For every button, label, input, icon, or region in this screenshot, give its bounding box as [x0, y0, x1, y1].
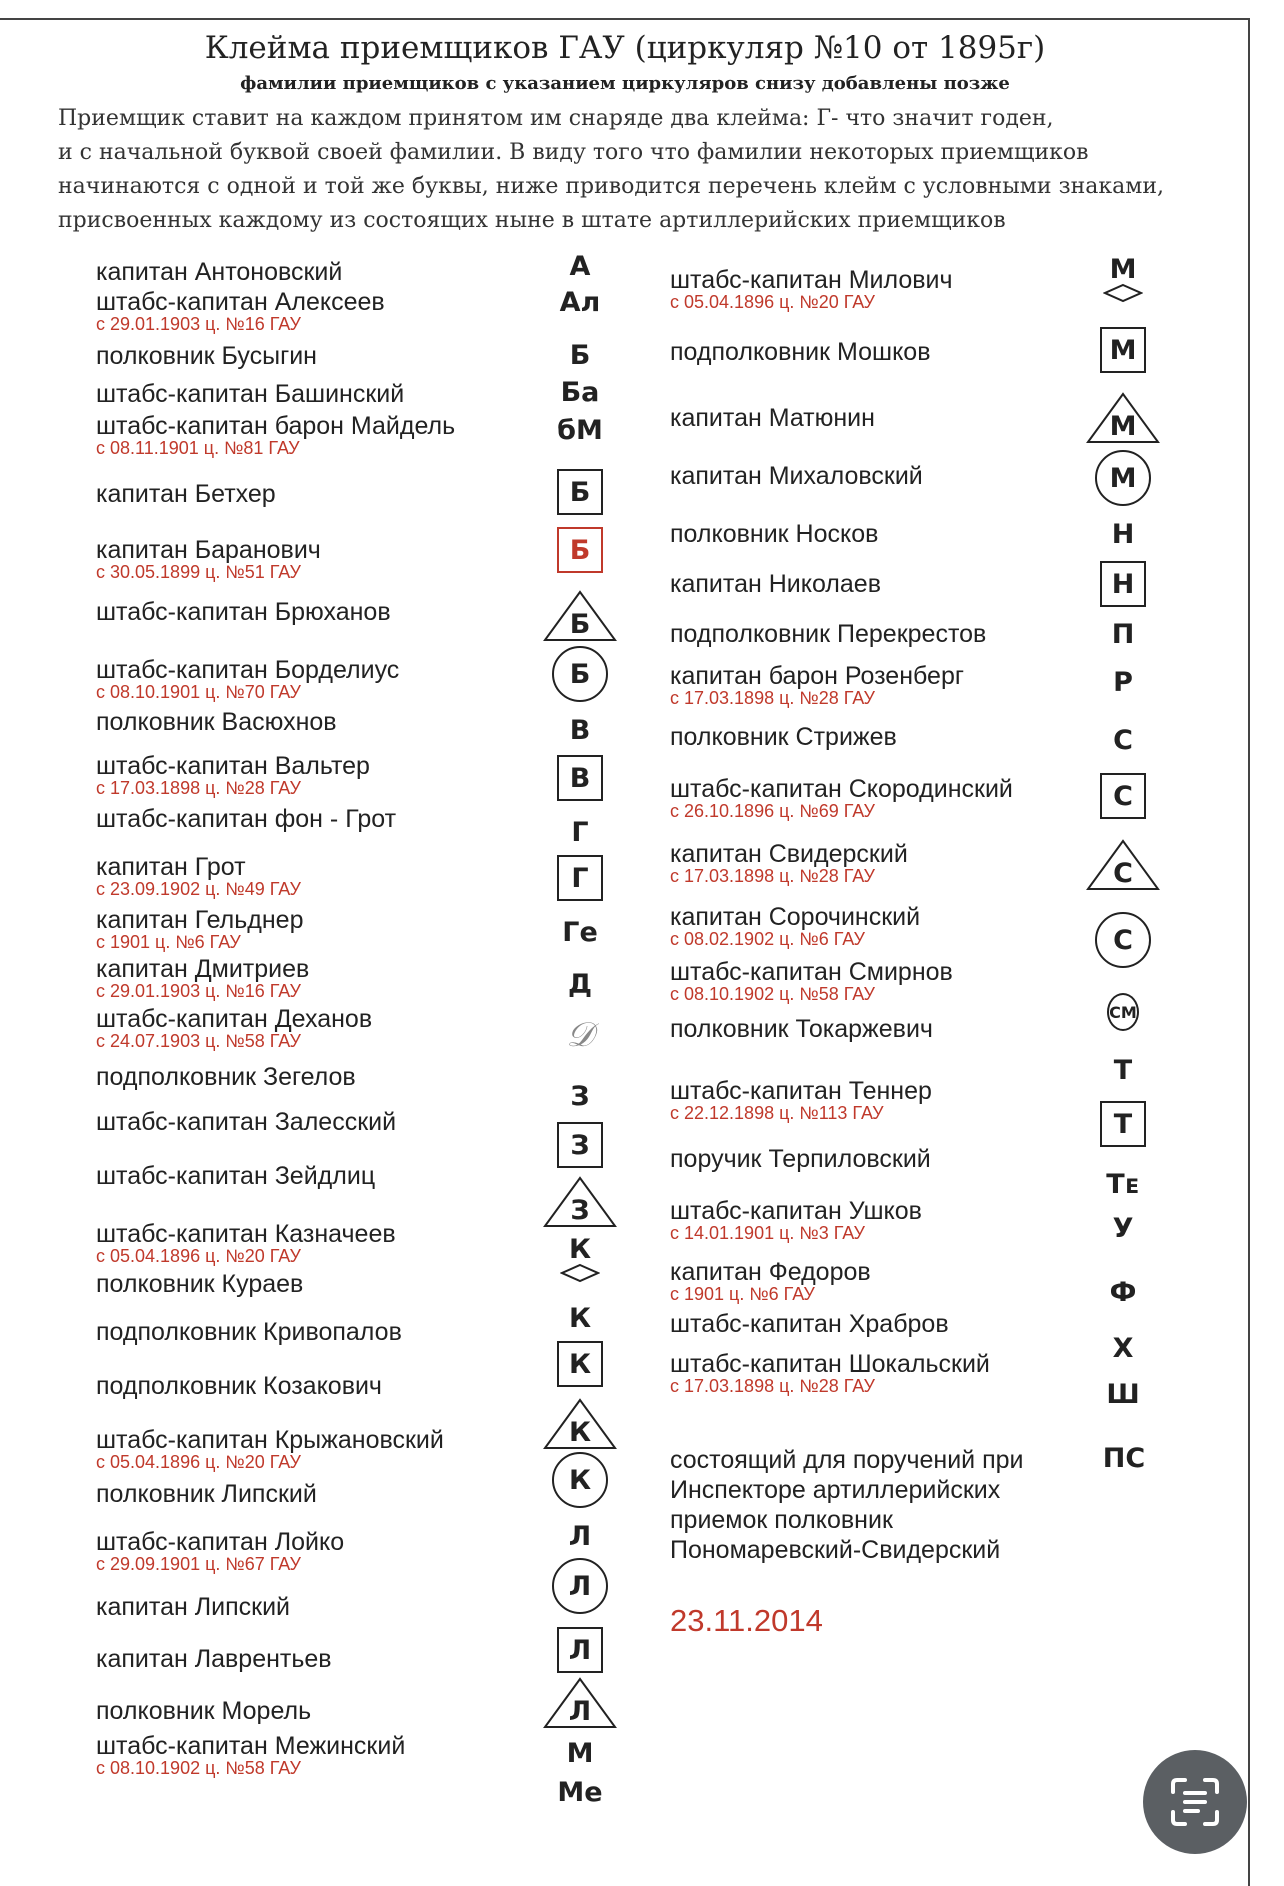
receiver-name: штабс-капитан Ушков — [670, 1197, 922, 1225]
ps-mark-label: ПС — [1102, 1442, 1146, 1474]
receiver-mark — [1086, 712, 1160, 768]
receiver-mark — [1086, 837, 1160, 893]
receiver-name: штабс-капитан Залесский — [96, 1108, 397, 1136]
intro-line: и с начальной буквой своей фамилии. В виду того что фамилии некоторых приемщиков — [58, 140, 1089, 165]
mark-label: СМ — [1107, 993, 1139, 1031]
mark-label: К — [568, 1234, 592, 1265]
receiver-name: штабс-капитан Лойко — [96, 1528, 345, 1556]
receiver-mark — [543, 850, 617, 906]
mark-label: Ш — [1106, 1378, 1140, 1410]
receiver-name: штабс-капитан Смирнов — [670, 958, 953, 986]
intro-line: Приемщик ставит на каждом принятом им снаряде два клейма: Г- что значит годен, — [58, 106, 1054, 131]
receiver-name: капитан Матюнин — [670, 404, 875, 432]
mark-label: С — [1095, 912, 1151, 968]
receiver-name: штабс-капитан Брюханов — [96, 598, 391, 626]
receiver-mark — [1086, 1366, 1160, 1422]
mark-label: Х — [1112, 1332, 1134, 1364]
mark-label: Ге — [562, 916, 598, 948]
receiver-mark — [1086, 1096, 1160, 1152]
receiver-name: штабс-капитан Межинский — [96, 1732, 406, 1760]
receiver-name: штабс-капитан Зейдлиц — [96, 1162, 376, 1190]
receiver-name: штабс-капитан Крыжановский — [96, 1426, 444, 1454]
receiver-mark — [543, 402, 617, 458]
mark-label: В — [569, 714, 591, 746]
receiver-mark — [1086, 506, 1160, 562]
receiver-name: штабс-капитан фон - Грот — [96, 805, 397, 833]
receiver-mark — [543, 1336, 617, 1392]
mark-label: С — [1113, 724, 1133, 756]
circular-note: с 29.09.1901 ц. №67 ГАУ — [96, 1554, 301, 1574]
mark-label: З — [570, 1080, 590, 1112]
receiver-name: штабс-капитан Скородинский — [670, 775, 1013, 803]
mark-label: К — [557, 1341, 603, 1387]
mark-label: З — [557, 1122, 603, 1168]
receiver-name: полковник Морель — [96, 1697, 312, 1725]
mark-label: Л — [568, 1520, 592, 1552]
receiver-name: поручик Терпиловский — [670, 1145, 931, 1173]
receiver-mark — [543, 646, 617, 702]
receiver-name: капитан Антоновский — [96, 258, 343, 286]
ps-line: Пономаревский-Свидерский — [670, 1536, 1001, 1564]
circular-note: с 23.09.1902 ц. №49 ГАУ — [96, 879, 301, 899]
receiver-mark — [543, 522, 617, 578]
circular-note: с 08.02.1902 ц. №6 ГАУ — [670, 929, 865, 949]
receiver-mark — [1086, 912, 1160, 968]
ps-entry — [670, 1445, 1023, 1565]
receiver-name: капитан Бетхер — [96, 480, 276, 508]
receiver-mark — [543, 1558, 617, 1614]
receiver-mark — [1086, 322, 1160, 378]
mark-label: Г — [571, 816, 589, 848]
text-scan-button[interactable] — [1143, 1750, 1247, 1854]
receiver-mark — [543, 274, 617, 330]
receiver-name: подполковник Зегелов — [96, 1063, 356, 1091]
receiver-mark — [543, 1174, 617, 1230]
diamond-icon — [1103, 283, 1143, 303]
receiver-name: полковник Токаржевич — [670, 1015, 933, 1043]
mark-label: М — [1095, 450, 1151, 506]
receiver-name: штабс-капитан Храбров — [670, 1310, 949, 1338]
receiver-name: штабс-капитан Борделиус — [96, 656, 400, 684]
mark-label: А — [569, 250, 591, 282]
mark-label: Б — [569, 339, 591, 371]
receiver-name: полковник Кураев — [96, 1270, 304, 1298]
receiver-name: штабс-капитан Вальтер — [96, 752, 370, 780]
receiver-name: штабс-капитан Теннер — [670, 1077, 932, 1105]
circular-note: с 1901 ц. №6 ГАУ — [96, 932, 241, 952]
receiver-mark — [543, 1764, 617, 1820]
mark-label: З — [570, 1194, 590, 1226]
mark-label: Л — [568, 1695, 592, 1727]
receiver-mark — [543, 464, 617, 520]
receiver-mark — [1086, 556, 1160, 612]
mark-label: Б — [557, 527, 603, 573]
receiver-name: полковник Васюхнов — [96, 708, 337, 736]
text-scan-icon — [1169, 1776, 1221, 1828]
circular-note: с 29.01.1903 ц. №16 ГАУ — [96, 314, 301, 334]
circular-note: с 08.11.1901 ц. №81 ГАУ — [96, 438, 300, 458]
circular-note: с 05.04.1896 ц. №20 ГАУ — [96, 1246, 301, 1266]
receiver-mark — [1086, 654, 1160, 710]
mark-label: бМ — [557, 414, 603, 446]
mark-label: Б — [569, 608, 591, 640]
intro-line: присвоенных каждому из состоящих ныне в штате артиллерийских приемщиков — [58, 208, 1006, 233]
mark-label: К — [568, 1416, 592, 1448]
mark-label: Н — [1100, 561, 1146, 607]
ps-line: приемок полковник — [670, 1506, 893, 1534]
mark-label: М — [1109, 254, 1137, 285]
receiver-name: капитан Свидерский — [670, 840, 908, 868]
mark-label: Т — [1113, 1054, 1133, 1086]
receiver-mark — [543, 1007, 617, 1063]
ps-line: Инспекторе артиллерийских — [670, 1476, 1001, 1504]
receiver-mark — [543, 956, 617, 1012]
receiver-name: капитан Федоров — [670, 1258, 871, 1286]
mark-label: Б — [557, 469, 603, 515]
circular-note: с 29.01.1903 ц. №16 ГАУ — [96, 981, 301, 1001]
receiver-name: штабс-капитан Башинский — [96, 380, 405, 408]
circular-note: с 24.07.1903 ц. №58 ГАУ — [96, 1031, 301, 1051]
receiver-mark — [543, 1396, 617, 1452]
receiver-name: капитан Сорочинский — [670, 903, 921, 931]
receiver-mark — [1086, 390, 1160, 446]
receiver-mark — [1086, 450, 1160, 506]
mark-label: Ф — [1109, 1276, 1137, 1308]
receiver-mark — [543, 1508, 617, 1564]
receiver-name: полковник Бусыгин — [96, 342, 317, 370]
receiver-name: полковник Носков — [670, 520, 879, 548]
receiver-mark — [1086, 252, 1160, 308]
receiver-mark — [543, 750, 617, 806]
mark-label: С — [1100, 773, 1146, 819]
receiver-name: штабс-капитан Алексеев — [96, 288, 385, 316]
receiver-name: штабс-капитан Деханов — [96, 1005, 373, 1033]
page-subtitle: фамилии приемщиков с указанием циркуляров снизу добавлены позже — [240, 73, 1010, 94]
mark-label: М — [566, 1737, 594, 1769]
receiver-mark — [1086, 984, 1160, 1040]
receiver-name: капитан Дмитриев — [96, 955, 310, 983]
mark-label: Тᴇ — [1106, 1168, 1140, 1200]
receiver-name: подполковник Мошков — [670, 338, 931, 366]
mark-label: Г — [557, 855, 603, 901]
circular-note: с 22.12.1898 ц. №113 ГАУ — [670, 1103, 884, 1123]
receiver-mark — [1086, 1264, 1160, 1320]
receiver-name: подполковник Козакович — [96, 1372, 382, 1400]
circular-note: с 17.03.1898 ц. №28 ГАУ — [96, 778, 301, 798]
circular-note: с 08.10.1901 ц. №70 ГАУ — [96, 682, 301, 702]
receiver-name: капитан Липский — [96, 1593, 290, 1621]
receiver-mark — [1086, 1200, 1160, 1256]
receiver-mark — [543, 588, 617, 644]
mark-label: Д — [567, 968, 593, 1000]
receiver-mark — [1086, 1042, 1160, 1098]
circular-note: с 17.03.1898 ц. №28 ГАУ — [670, 866, 875, 886]
mark-label: Л — [552, 1558, 608, 1614]
receiver-mark — [543, 1622, 617, 1678]
circular-note: с 05.04.1896 ц. №20 ГАУ — [96, 1452, 301, 1472]
receiver-name: капитан Грот — [96, 853, 246, 881]
mark-label: У — [1112, 1212, 1134, 1244]
circular-note: с 08.10.1902 ц. №58 ГАУ — [670, 984, 875, 1004]
mark-label: Т — [1100, 1101, 1146, 1147]
mark-label: Н — [1111, 518, 1135, 550]
receiver-name: штабс-капитан Казначеев — [96, 1220, 396, 1248]
circular-note: с 30.05.1899 ц. №51 ГАУ — [96, 562, 301, 582]
receiver-name: капитан Гельднер — [96, 906, 304, 934]
circular-note: с 17.03.1898 ц. №28 ГАУ — [670, 688, 875, 708]
mark-label: Ме — [557, 1776, 603, 1808]
receiver-name: штабс-капитан барон Майдель — [96, 412, 456, 440]
mark-label: К — [552, 1452, 608, 1508]
page-title: Клейма приемщиков ГАУ (циркуляр №10 от 1895г) — [204, 30, 1046, 66]
receiver-name: капитан Николаев — [670, 570, 881, 598]
mark-label: М — [1109, 410, 1137, 442]
ps-line: состоящий для поручений при — [670, 1446, 1024, 1474]
receiver-mark — [1086, 768, 1160, 824]
ps-mark — [1087, 1430, 1161, 1486]
circular-note: с 1901 ц. №6 ГАУ — [670, 1284, 815, 1304]
receiver-mark — [543, 1675, 617, 1731]
receiver-name: подполковник Перекрестов — [670, 620, 987, 648]
receiver-mark — [543, 904, 617, 960]
mark-label: Ба — [560, 376, 600, 408]
receiver-name: полковник Липский — [96, 1480, 317, 1508]
mark-label: Л — [557, 1627, 603, 1673]
mark-label: П — [1111, 618, 1135, 650]
receiver-mark — [543, 1232, 617, 1288]
circular-note: с 08.10.1902 ц. №58 ГАУ — [96, 1758, 301, 1778]
receiver-name: полковник Стрижев — [670, 723, 897, 751]
circular-note: с 17.03.1898 ц. №28 ГАУ — [670, 1376, 875, 1396]
receiver-mark — [543, 1452, 617, 1508]
mark-label: С — [1113, 857, 1133, 889]
mark-label: 𝒟 — [566, 1015, 594, 1055]
receiver-mark — [543, 1068, 617, 1124]
circular-note: с 14.01.1901 ц. №3 ГАУ — [670, 1223, 865, 1243]
mark-label: Р — [1113, 666, 1133, 698]
receiver-name: капитан Михаловский — [670, 462, 923, 490]
intro-line: начинаются с одной и той же буквы, ниже приводится перечень клейм с условными знаками, — [58, 174, 1164, 199]
receiver-name: капитан Баранович — [96, 536, 321, 564]
receiver-name: капитан барон Розенберг — [670, 662, 964, 690]
receiver-name: подполковник Кривопалов — [96, 1318, 402, 1346]
document-date: 23.11.2014 — [670, 1603, 823, 1638]
mark-label: Ал — [559, 286, 601, 318]
circular-note: с 05.04.1896 ц. №20 ГАУ — [670, 292, 875, 312]
diamond-icon — [560, 1263, 600, 1283]
mark-label: К — [568, 1302, 592, 1334]
receiver-name: штабс-капитан Милович — [670, 266, 953, 294]
mark-label: В — [557, 755, 603, 801]
mark-label: Б — [552, 646, 608, 702]
receiver-name: капитан Лаврентьев — [96, 1645, 332, 1673]
circular-note: с 26.10.1896 ц. №69 ГАУ — [670, 801, 875, 821]
mark-label: М — [1100, 327, 1146, 373]
receiver-name: штабс-капитан Шокальский — [670, 1350, 990, 1378]
receiver-mark — [543, 1117, 617, 1173]
